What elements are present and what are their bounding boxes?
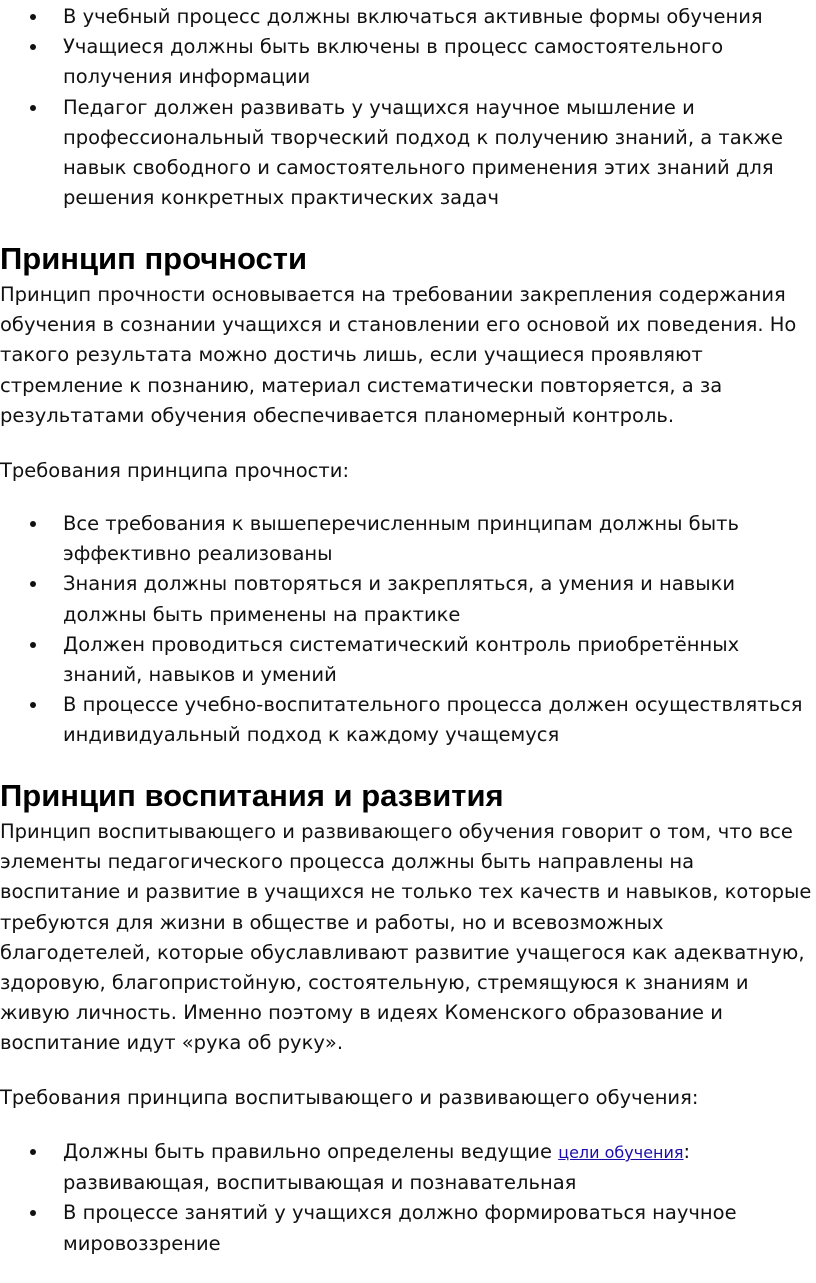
list-item: Педагог должен развивать у учащихся научное мышление и профессиональный творческий подход к получению знаний, а также навык свободного и самостоятельного применения этих знаний для решения конкретных практических задач — [0, 93, 800, 214]
section-heading-upbringing: Принцип воспитания и развития — [0, 778, 504, 813]
bullet-icon — [30, 521, 36, 527]
section-heading-strength: Принцип прочности — [0, 241, 308, 276]
bullet-icon — [30, 105, 36, 111]
list-item: В процессе занятий у учащихся должно формироваться научное мировоззрение — [0, 1198, 810, 1258]
list-item-text: : развивающая, воспитывающая и познавательная — [63, 1140, 691, 1195]
list-item — [0, 1137, 810, 1198]
top-bullet-list — [0, 2, 800, 213]
bullet-icon — [30, 581, 36, 587]
list-item: Должен проводиться систематический контроль приобретённых знаний, навыков и умений — [0, 630, 810, 690]
strength-requirements-list — [0, 509, 810, 751]
bullet-icon — [30, 642, 36, 648]
requirements-intro-upbringing: Требования принципа воспитывающего и развивающего обучения: — [0, 1086, 699, 1109]
list-item: В процессе учебно-воспитательного процесса должен осуществляться индивидуальный подход к каждому учащемуся — [0, 690, 810, 750]
list-item: В учебный процесс должны включаться активные формы обучения — [0, 2, 800, 32]
paragraph-strength: Принцип прочности основывается на требовании закрепления содержания обучения в сознании учащихся и становлении его основой их поведения. Но такого результата можно достичь лишь, если учащиеся проявляют стремление к познанию, материал систематически повторяется, а за результатами обучения обеспечивается планомерный контроль. — [0, 283, 797, 427]
bullet-icon — [30, 1149, 36, 1155]
learning-goals-link[interactable]: цели обучения — [558, 1143, 684, 1162]
bullet-icon — [30, 1210, 36, 1216]
list-item: Все требования к вышеперечисленным принципам должны быть эффективно реализованы — [0, 509, 810, 569]
list-item: Учащиеся должны быть включены в процесс самостоятельного получения информации — [0, 32, 800, 92]
bullet-icon — [30, 702, 36, 708]
bullet-icon — [30, 44, 36, 50]
bullet-icon — [30, 14, 36, 20]
list-item-text: Должны быть правильно определены ведущие — [63, 1140, 559, 1163]
list-item: Знания должны повторяться и закрепляться, а умения и навыки должны быть применены на практике — [0, 569, 810, 629]
requirements-intro-strength: Требования принципа прочности: — [0, 459, 350, 482]
upbringing-requirements-list — [0, 1137, 810, 1259]
paragraph-upbringing: Принцип воспитывающего и развивающего обучения говорит о том, что все элементы педагогического процесса должны быть направлены на воспитание и развитие в учащихся не только тех качеств и навыков, которые требуются для жизни в обществе и работы, но и всевозможных благодетелей, которые обуславливают развитие учащегося как адекватную, здоровую, благопристойную, состоятельную, стремящуюся к знаниям и живую личность. Именно поэтому в идеях Коменского образование и воспитание идут «рука об руку». — [0, 820, 812, 1055]
